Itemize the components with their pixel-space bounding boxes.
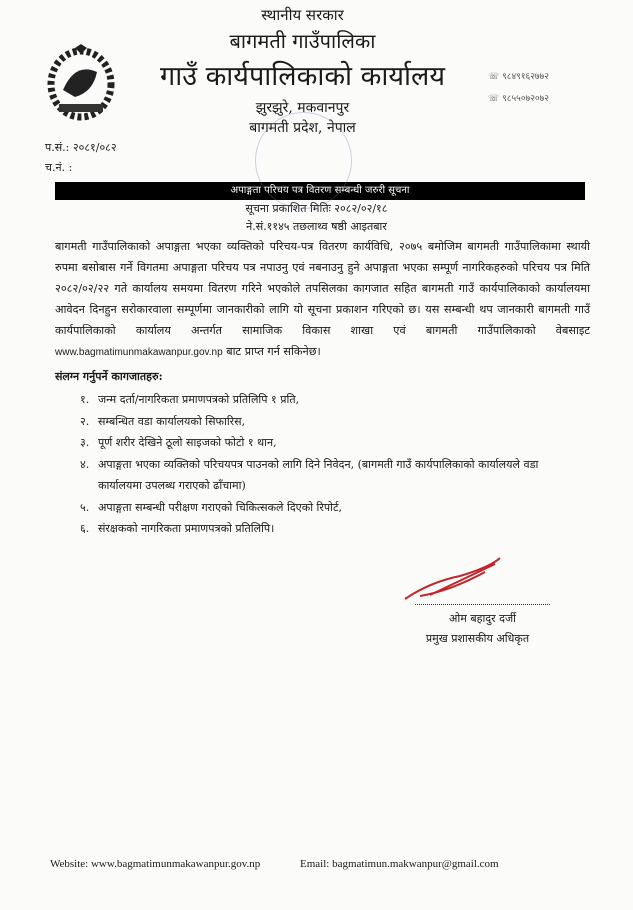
- item-text: पूर्ण शरीर देखिने ठूलो साइजको फोटो १ थान,: [98, 436, 277, 449]
- nepal-emblem-logo: [45, 42, 117, 122]
- item-text: सम्बन्धित वडा कार्यालयको सिफारिस,: [98, 414, 246, 428]
- list-item: [80, 432, 585, 454]
- footer-website: Website: www.bagmatimunmakawanpur.gov.np: [50, 858, 261, 870]
- list-item: [80, 411, 585, 433]
- header-local-government: स्थानीय सरकार: [261, 6, 344, 24]
- header-address: झुरझुरे, मकवानपुर: [255, 100, 350, 116]
- letterhead: [45, 4, 588, 138]
- signatory-name: ओम बहादुर दर्जी: [449, 611, 516, 625]
- attachments-list: [80, 389, 585, 540]
- body-text-end: बाट प्राप्त गर्न सकिनेछ।: [226, 345, 321, 358]
- item-number: ५.: [80, 500, 90, 514]
- list-item: [80, 389, 585, 411]
- signatory-title: प्रमुख प्रशासकीय अधिकृत: [425, 631, 530, 645]
- header-province: बागमती प्रदेश, नेपाल: [249, 120, 356, 136]
- signature-line: [415, 604, 550, 605]
- dispatch-number: च.नं. :: [45, 161, 73, 174]
- attachments-heading: संलग्न गर्नुपर्ने कागजातहरु:: [55, 370, 163, 383]
- phone-numbers: [488, 66, 588, 110]
- item-number: १.: [80, 393, 90, 406]
- phone-number-1: ☏ ९८४९१६२७७२: [488, 72, 549, 82]
- body-text: बागमती गाउँपालिकाको अपाङ्गता भएका व्यक्तिको परिचय-पत्र वितरण कार्यविधि, २०७५ बमोजिम बागमती गाउँपालिकामा स्थायी रुपमा बसोबास गर्ने विगतमा अपाङ्गता परिचय पत्र नपाउनु एवं नबनाउनु हुने अपाङ्गता भएका सम्पूर्ण नागरिकहरुको परिचय पत्र मिति २०८२/०२/२२ गते कार्यालय समयमा वितरण गरिने भएकोले तपसिलका कागजात सहित बागमती गाउँ कार्यपालिकाको कार्यालयमा आवेदन दिनहुन सरोकारवाला सम्पूर्णमा जानकारीको लागि यो सूचना प्रकाशन गरिएको छ। यस सम्बन्धी थप जानकारी बागमती गाउँ कार्यपालिकाको कार्यालय अन्तर्गत सामाजिक विकास शाखा एवं बागमती गाउँपालिकाको वेबसाइट: [55, 240, 590, 337]
- notice-body: [55, 236, 590, 363]
- letterhead-titles: [117, 4, 488, 138]
- item-text: अपाङ्गता सम्बन्धी परीक्षण गराएको चिकित्सकले दिएको रिपोर्ट,: [98, 500, 343, 514]
- item-number: २.: [80, 414, 90, 428]
- website-link[interactable]: www.bagmatimunmakawanpur.gov.np: [55, 347, 223, 358]
- item-number: ६.: [80, 522, 90, 535]
- nepal-sambat-date: ने.सं.११४५ तछलाथ्व षष्ठी आइतबार: [246, 220, 387, 233]
- header-office: गाउँ कार्यपालिकाको कार्यालय: [160, 61, 445, 92]
- phone-number-2: ☏ ९८५५०७२०७२: [488, 94, 549, 104]
- list-item: [80, 497, 585, 519]
- header-municipality: बागमती गाउँपालिका: [229, 29, 376, 53]
- signature-block: [400, 554, 560, 649]
- signature: [400, 554, 510, 604]
- notice-title-bar: अपाङ्गता परिचय पत्र वितरण सम्बन्धी जरुरी सूचना: [55, 182, 585, 200]
- list-item: [80, 518, 585, 540]
- item-text: अपाङ्गता भएका व्यक्तिको परिचयपत्र पाउनको लागि दिने निवेदन, (बागमती गाउँ कार्यपालिकाको कार्यालयले वडा कार्यालयमा उपलब्ध गराएको ढाँचामा): [98, 457, 539, 492]
- footer: [45, 838, 588, 870]
- list-item: [80, 454, 585, 497]
- footer-email: Email: bagmatimun.makwanpur@gmail.com: [300, 858, 499, 870]
- item-number: ४.: [80, 457, 90, 471]
- item-text: जन्म दर्ता/नागरिकता प्रमाणपत्रको प्रतिलिपि १ प्रति,: [98, 393, 300, 406]
- item-number: ३.: [80, 436, 90, 449]
- published-date: सूचना प्रकाशित मितिः २०८२/०२/१८: [245, 202, 388, 215]
- reference-number: प.सं.: २०८१/०८२: [45, 141, 117, 154]
- item-text: संरक्षकको नागरिकता प्रमाणपत्रको प्रतिलिपि।: [98, 522, 275, 535]
